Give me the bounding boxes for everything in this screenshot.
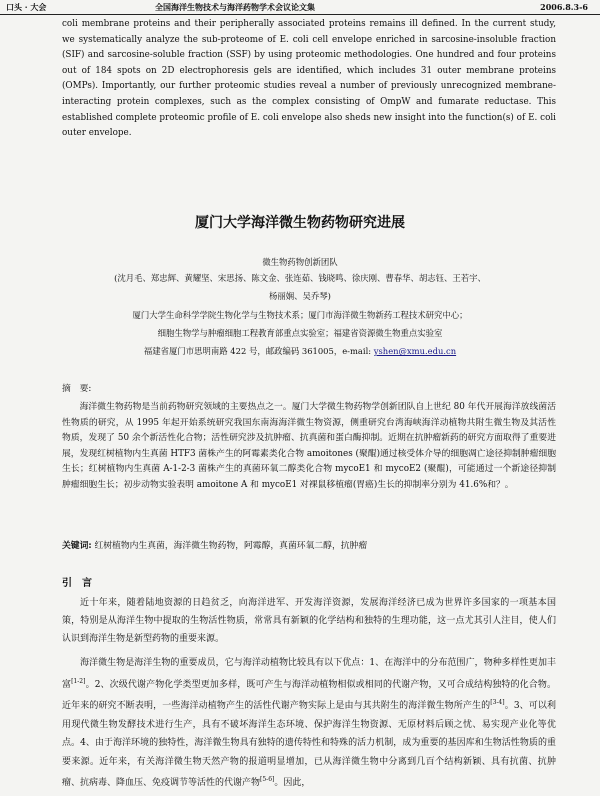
affiliation-address xyxy=(0,345,600,357)
intro-p2-part-c: 。3、可以利用现代微生物发酵技术进行生产，具有不破坏海洋生态环境、保护海洋生物资源、无原材料后顾之忧、易实现产业化等优点。4、由于海洋环境的独特性，海洋微生物具有独特的遗传特性和特殊的活力机制，成为重要的基因库和生物活性物质的重要来源。近年来，有关海洋微生物天然产物的报道明显增加，已从海洋微生物中分离到几百个结构新颖、具有抗菌、抗肿瘤、抗病毒、降血压、免疫调节等活性的代谢产物 xyxy=(62,701,556,788)
intro-paragraph-1: 近十年来，随着陆地资源的日趋贫乏，向海洋进军、开发海洋资源，发展海洋经济已成为世界许多国家的一项基本国策，特别是从海洋生物中提取的生物活性物质，常常具有新颖的化学结构和独特的生理功能，这一点尤其引人注目，使人们认识到海洋生物是新型药物的重要来源。 xyxy=(62,598,556,644)
header-center: 全国海洋生物技术与海洋药物学术会议论文集 xyxy=(155,2,315,12)
running-header xyxy=(0,0,600,15)
authors-line-2: 杨丽娴、吴乔琴) xyxy=(269,291,331,301)
intro-p2-part-b: 。2、次级代谢产物化学类型更加多样，既可产生与海洋动植物相似或相同的代谢产物，又可合成结构独特的化合物。近年来的研究不断表明，一些海洋动植物产生的活性代谢产物实际上是由与其共附生的海洋微生物所产生的 xyxy=(62,679,556,711)
header-left: 口头 · 大会 xyxy=(6,2,47,12)
citation-ref: [5-6] xyxy=(260,776,275,783)
citation-ref: [3-4] xyxy=(490,699,505,706)
team-name: 微生物药物创新团队 xyxy=(262,257,338,267)
english-abstract-tail: coli membrane proteins and their peripherally associated proteins remains ill defined. In the current study, we systematically analyze the sub-proteome of E. coli cell envelope enriched in sarcosine-insoluble fraction (SIF) and sarcosine-soluble fraction (SSF) by using proteomic methodologies. One hundred and four proteins out of 184 spots on 2D electrophoresis gels are identified, which includes 31 outer membrane proteins (OMPs). Importantly, our further proteomic studies reveal a number of previously unrecognized membrane-interacting protein complexes, such as the complex consisting of OmpW and fumarate reductase. This established complete proteomic profile of E. coli envelope also sheds new insight into the function(s) of E. coli outer envelope. xyxy=(62,19,556,139)
citation-ref: [1-2] xyxy=(71,677,86,685)
abstract-label: 摘 要: xyxy=(62,384,92,394)
address-text: 福建省厦门市思明南路 422 号，邮政编码 361005，e-mail: xyxy=(143,346,374,356)
section-heading-introduction: 引 言 xyxy=(62,578,92,589)
email-link[interactable]: yshen@xmu.edu.cn xyxy=(373,346,457,356)
keywords-label: 关键词: xyxy=(62,541,92,551)
header-right: 2006.8.3-6 xyxy=(540,2,588,12)
affiliation-line-1: 厦门大学生命科学学院生物化学与生物技术系；厦门市海洋微生物新药工程技术研究中心； xyxy=(132,310,468,320)
abstract-text: 海洋微生物药物是当前药物研究领域的主要热点之一。厦门大学微生物药物学创新团队自上世纪 80 年代开展海洋放线菌活性物质的研究，从 1995 年起开始系统研究我国东南海海洋微生物资源，侧重研究台湾海峡海洋动植物共附生微生物及其活性物质，发现了 50 余个新活性化合物；活性研究涉及抗肿瘤、抗真菌和蛋白酶抑制。近期在抗肿瘤新药的研究方面取得了重要进展，发现红树植物内生真菌 HTF3 菌株产生的阿霉素类化合物 amoitones (聚醌)通过核受体介导的细胞凋亡途径抑制肿瘤细胞生长；红树植物内生真菌 A-1-2-3 菌株产生的真菌环氧二醇类化合物 mycoE1 和 mycoE2 (聚醌)，可能通过一个新途径抑制肿瘤细胞生长；初步动物实验表明 amoitone A 和 mycoE1 对裸鼠移植瘤(胃癌)生长的抑制率分别为 41.6%和？。 xyxy=(62,402,556,490)
affiliation-line-2: 细胞生物学与肿瘤细胞工程教育部重点实验室；福建省资源微生物重点实验室 xyxy=(157,328,443,338)
intro-p2-part-a: 海洋微生物是海洋生物的重要成员，它与海洋动植物比较具有以下优点：1、在海洋中的分布范围广，物种多样性更加丰富 xyxy=(62,658,556,690)
authors-line-1: (沈月毛、郑忠辉、黄耀坚、宋思扬、陈文金、张连茹、钱晓鸣、徐庆刚、曹春华、胡志钰、王若宇、 xyxy=(114,273,486,283)
intro-paragraph-2 xyxy=(62,654,556,793)
keywords-text: 红树植物内生真菌，海洋微生物药物，阿霉醇，真菌环氧二醇，抗肿瘤 xyxy=(94,541,368,551)
keywords xyxy=(62,539,556,555)
intro-p2-part-d: 。因此， xyxy=(274,778,311,788)
paper-title: 厦门大学海洋微生物药物研究进展 xyxy=(195,215,405,231)
